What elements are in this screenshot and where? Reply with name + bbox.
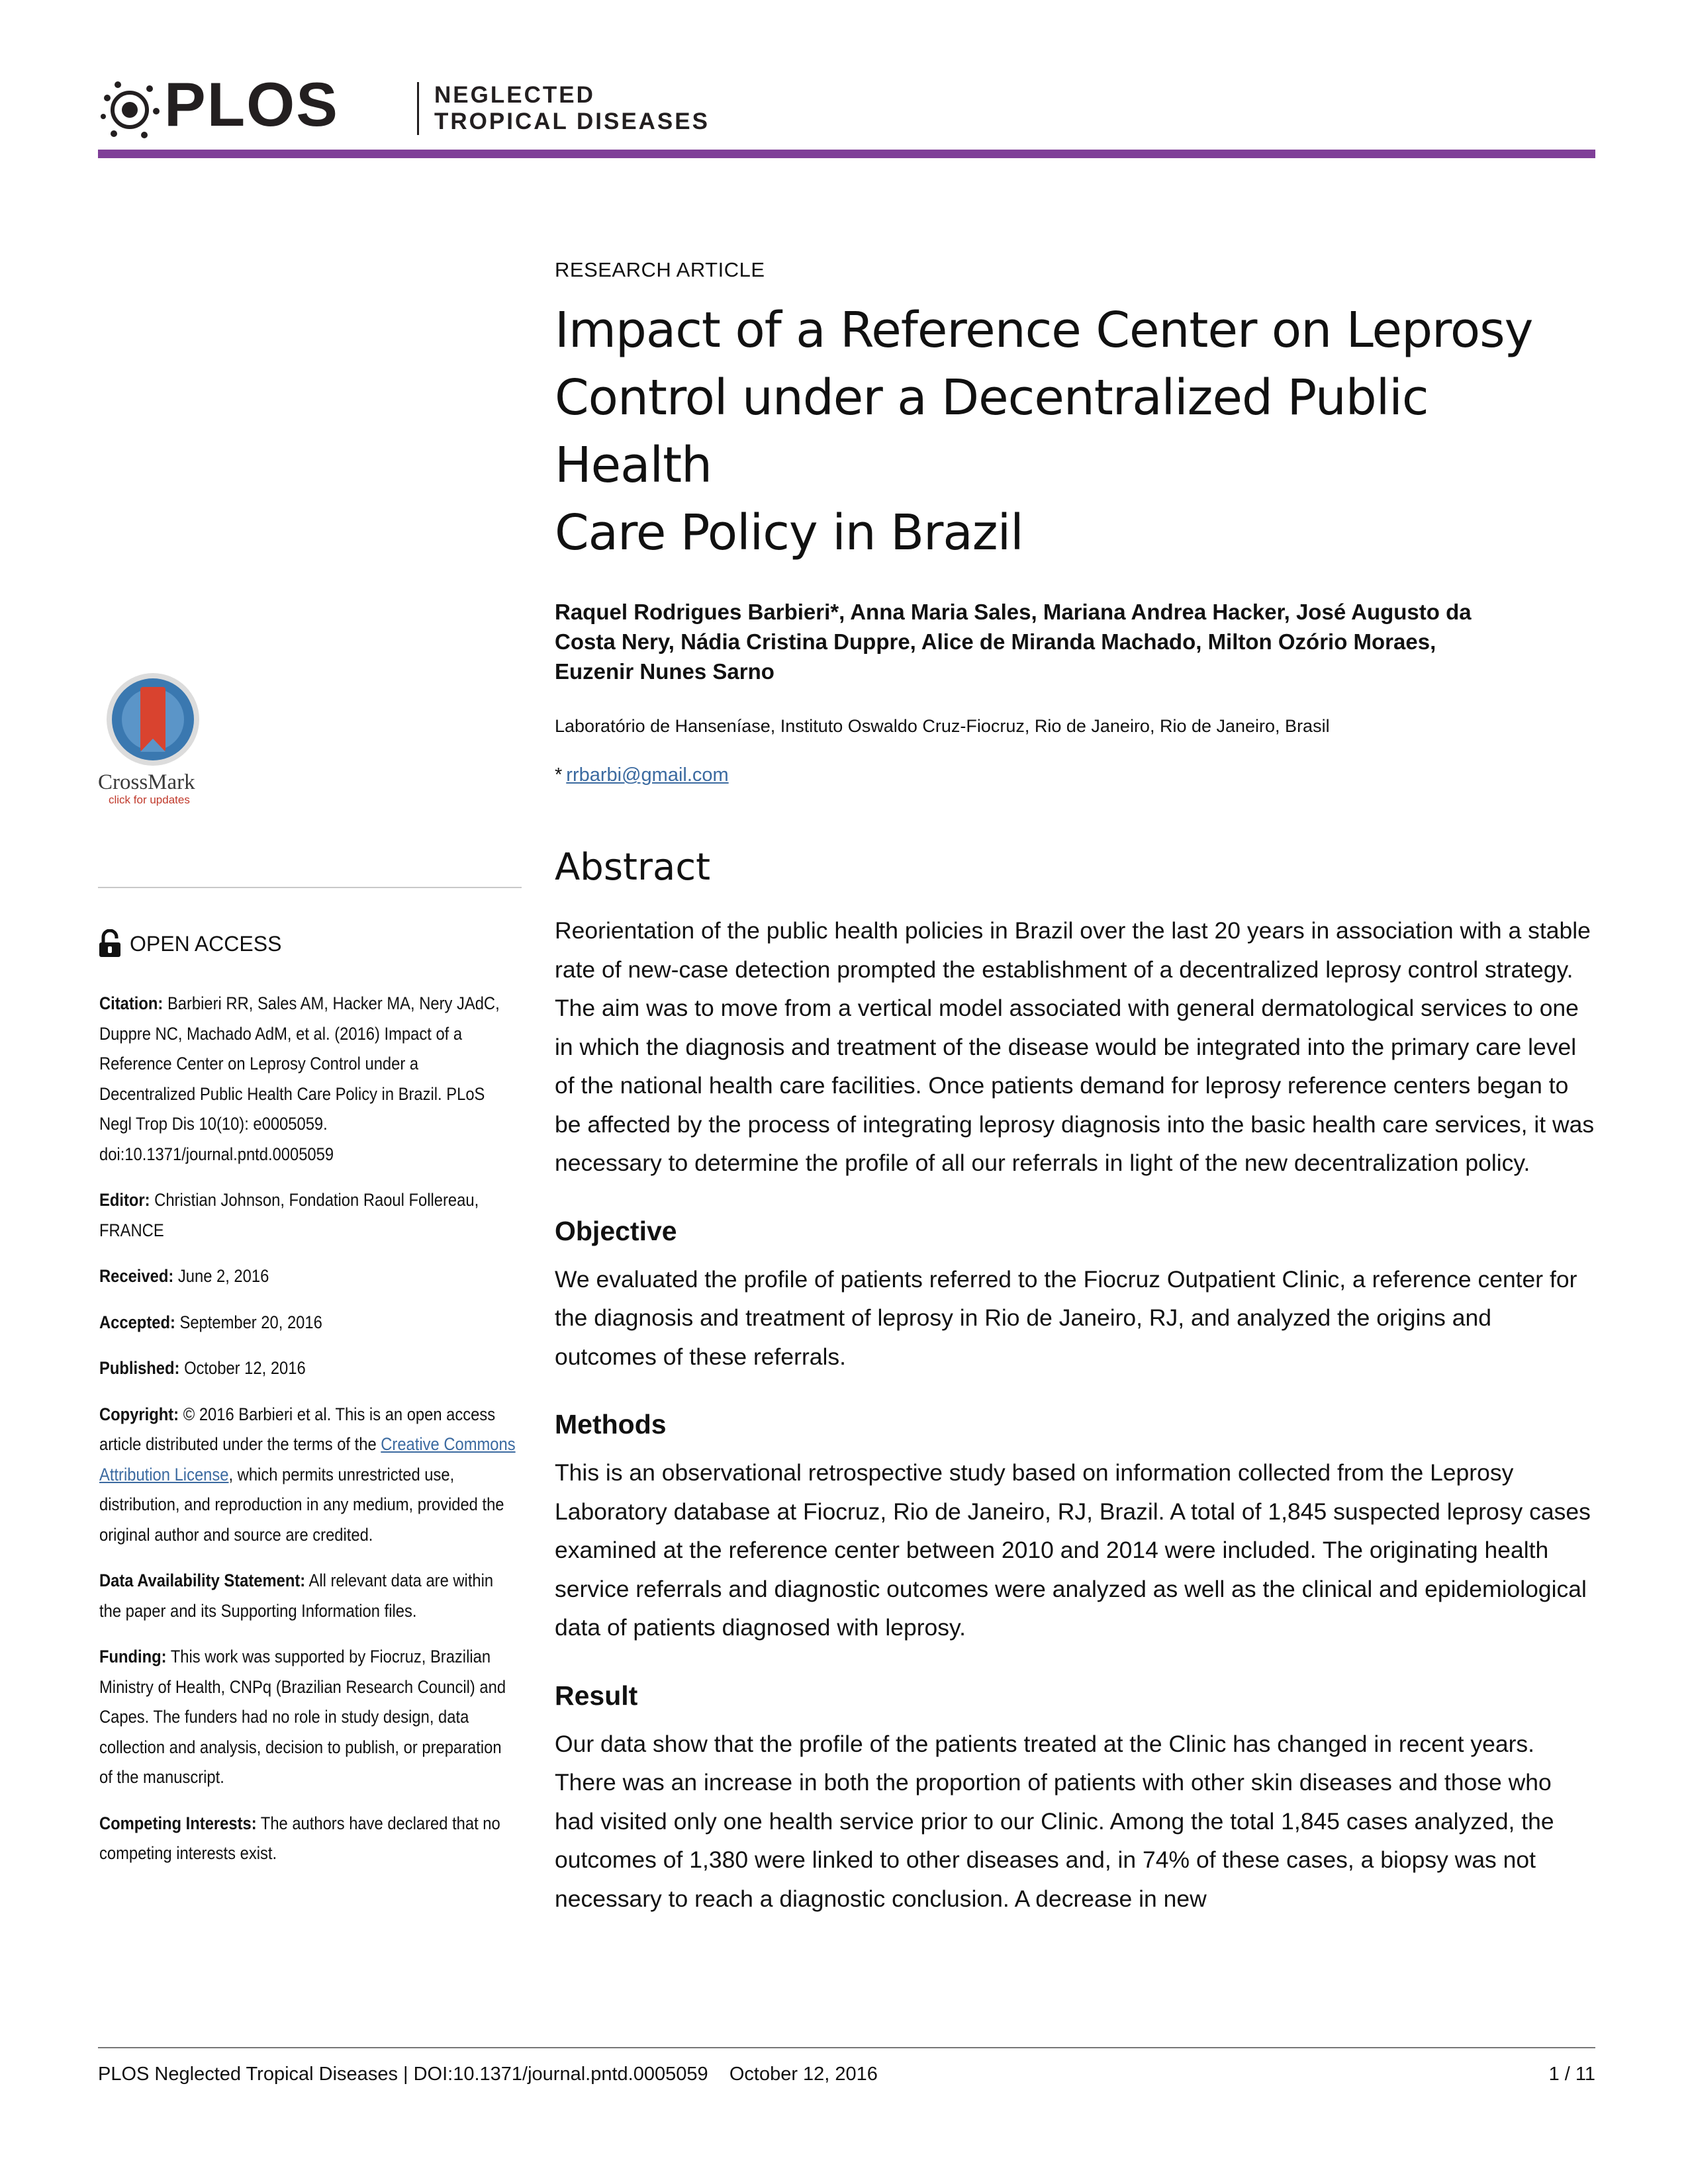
footer-rule	[98, 2047, 1595, 2048]
journal-header	[98, 69, 1594, 139]
logo-divider	[417, 82, 419, 135]
citation-text: Barbieri RR, Sales AM, Hacker MA, Nery JAdC, Duppre NC, Machado AdM, et al. (2016) Impact of a Reference Center on Leprosy Control under a Decentralized Public Health Care Policy in Brazil. PLoS Negl Trop Dis 10(10): e0005059. doi:10.1371/journal.pntd.0005059	[99, 993, 500, 1164]
accepted-block	[99, 1308, 516, 1338]
authors-line-2: Costa Nery, Nádia Cristina Duppre, Alice de Miranda Machado, Milton Ozório Moraes,	[555, 629, 1436, 654]
objective-heading: Objective	[555, 1215, 677, 1246]
data-availability-label: Data Availability Statement:	[99, 1570, 306, 1590]
citation-label: Citation:	[99, 993, 164, 1013]
header-rule	[98, 150, 1595, 158]
title-line-3: Care Policy in Brazil	[555, 504, 1023, 561]
received-date: June 2, 2016	[177, 1266, 269, 1286]
competing-interests-label: Competing Interests:	[99, 1813, 257, 1833]
email-link[interactable]: rrbarbi@gmail.com	[566, 764, 729, 786]
authors-line-3: Euzenir Nunes Sarno	[555, 659, 774, 684]
author-list	[555, 597, 1595, 686]
copyright-block	[99, 1400, 516, 1551]
competing-interests-text: The authors have declared that no competing interests exist.	[99, 1813, 500, 1863]
open-lock-icon	[98, 929, 122, 958]
data-availability-text: All relevant data are within the paper and its Supporting Information files.	[99, 1570, 494, 1621]
result-heading: Result	[555, 1680, 638, 1711]
editor-text: Christian Johnson, Fondation Raoul Follereau, FRANCE	[99, 1190, 479, 1240]
received-label: Received:	[99, 1266, 174, 1286]
copyright-text: © 2016 Barbieri et al. This is an open access article distributed under the terms of the	[99, 1404, 496, 1454]
received-block	[99, 1261, 516, 1292]
authors-line-1: Raquel Rodrigues Barbieri*, Anna Maria Sales, Mariana Andrea Hacker, José Augusto da	[555, 600, 1472, 624]
abstract-intro: Reorientation of the public health policies in Brazil over the last 20 years in association with a stable rate of new-case detection prompted the establishment of a decentralized leprosy control strategy. The aim was to move from a vertical model associated with general dermatological services to one in which the diagnosis and treatment of the disease would be integrated into the primary care level of the national health care facilities. Once patients demand for leprosy reference centers began to be affected by the process of integrating leprosy diagnosis into the basic health care services, it was necessary to determine the profile of all our referrals in light of the new decentralization policy.	[555, 917, 1595, 1176]
funding-label: Funding:	[99, 1647, 167, 1666]
crossmark-sub: click for updates	[109, 794, 190, 806]
open-access-label: OPEN ACCESS	[130, 931, 282, 956]
methods-heading: Methods	[555, 1409, 667, 1439]
editor-block	[99, 1185, 516, 1246]
page-number: 1 / 11	[1548, 2064, 1595, 2085]
title-line-1: Impact of a Reference Center on Leprosy	[555, 302, 1533, 359]
journal-name-line1: NEGLECTED	[434, 82, 595, 108]
published-label: Published:	[99, 1358, 180, 1378]
footer-citation: PLOS Neglected Tropical Diseases | DOI:10.1371/journal.pntd.0005059 October 12, 2016	[98, 2064, 878, 2085]
plos-logo-icon	[98, 78, 162, 142]
plos-logo-text: PLOS	[164, 69, 339, 139]
result-text: Our data show that the profile of the patients treated at the Clinic has changed in recent years. There was an increase in both the proportion of patients with other skin diseases and those who had visited only one health service prior to our Clinic. Among the total 1,845 cases analyzed, the outcomes of 1,380 were linked to other diseases and, in 74% of these cases, a biopsy was not necessary to reach a diagnostic conclusion. A decrease in new	[555, 1730, 1554, 1912]
crossmark-badge[interactable]	[98, 670, 208, 807]
crossmark-icon	[103, 670, 203, 769]
copyright-label: Copyright:	[99, 1404, 179, 1424]
funding-text: This work was supported by Fiocruz, Brazilian Ministry of Health, CNPq (Brazilian Research Council) and Capes. The funders had no role in study design, data collection and analysis, decision to publish, or preparation of the manuscript.	[99, 1647, 506, 1787]
methods-text: This is an observational retrospective study based on information collected from the Leprosy Laboratory database at Fiocruz, Rio de Janeiro, RJ, Brazil. A total of 1,845 suspected leprosy cases examined at the reference center between 2010 and 2014 were included. The originating health service referrals and diagnostic outcomes were analyzed as well as the clinical and epidemiological data of patients diagnosed with leprosy.	[555, 1459, 1591, 1641]
copyright-text-end: , which permits unrestricted use, distribution, and reproduction in any medium, provided the original author and source are credited.	[99, 1464, 504, 1545]
data-availability-block	[99, 1566, 516, 1626]
title-line-2: Control under a Decentralized Public Health	[555, 369, 1429, 494]
article-metadata	[99, 989, 516, 1885]
article-type: RESEARCH ARTICLE	[555, 258, 765, 281]
corresponding-email	[555, 764, 1595, 786]
article-main	[555, 258, 1595, 1918]
accepted-date: September 20, 2016	[179, 1312, 322, 1332]
left-column-divider	[98, 887, 522, 888]
funding-block	[99, 1642, 516, 1793]
published-block	[99, 1353, 516, 1384]
journal-name	[434, 82, 710, 135]
license-link[interactable]: Creative Commons Attribution License	[99, 1434, 516, 1484]
journal-name-line2: TROPICAL DISEASES	[434, 109, 710, 134]
crossmark-label: CrossMark	[98, 770, 195, 794]
published-date: October 12, 2016	[184, 1358, 306, 1378]
objective-text: We evaluated the profile of patients referred to the Fiocruz Outpatient Clinic, a reference center for the diagnosis and treatment of leprosy in Rio de Janeiro, RJ, and analyzed the origins and outcomes of these referrals.	[555, 1265, 1577, 1370]
abstract-heading: Abstract	[555, 846, 711, 889]
affiliation: Laboratório de Hanseníase, Instituto Oswaldo Cruz-Fiocruz, Rio de Janeiro, Rio de Janeiro, Brasil	[555, 716, 1330, 736]
open-access-badge	[98, 929, 281, 958]
article-title	[555, 296, 1595, 567]
citation-block	[99, 989, 516, 1169]
competing-interests-block	[99, 1809, 516, 1869]
accepted-label: Accepted:	[99, 1312, 175, 1332]
email-asterisk: *	[555, 764, 563, 786]
editor-label: Editor:	[99, 1190, 150, 1210]
